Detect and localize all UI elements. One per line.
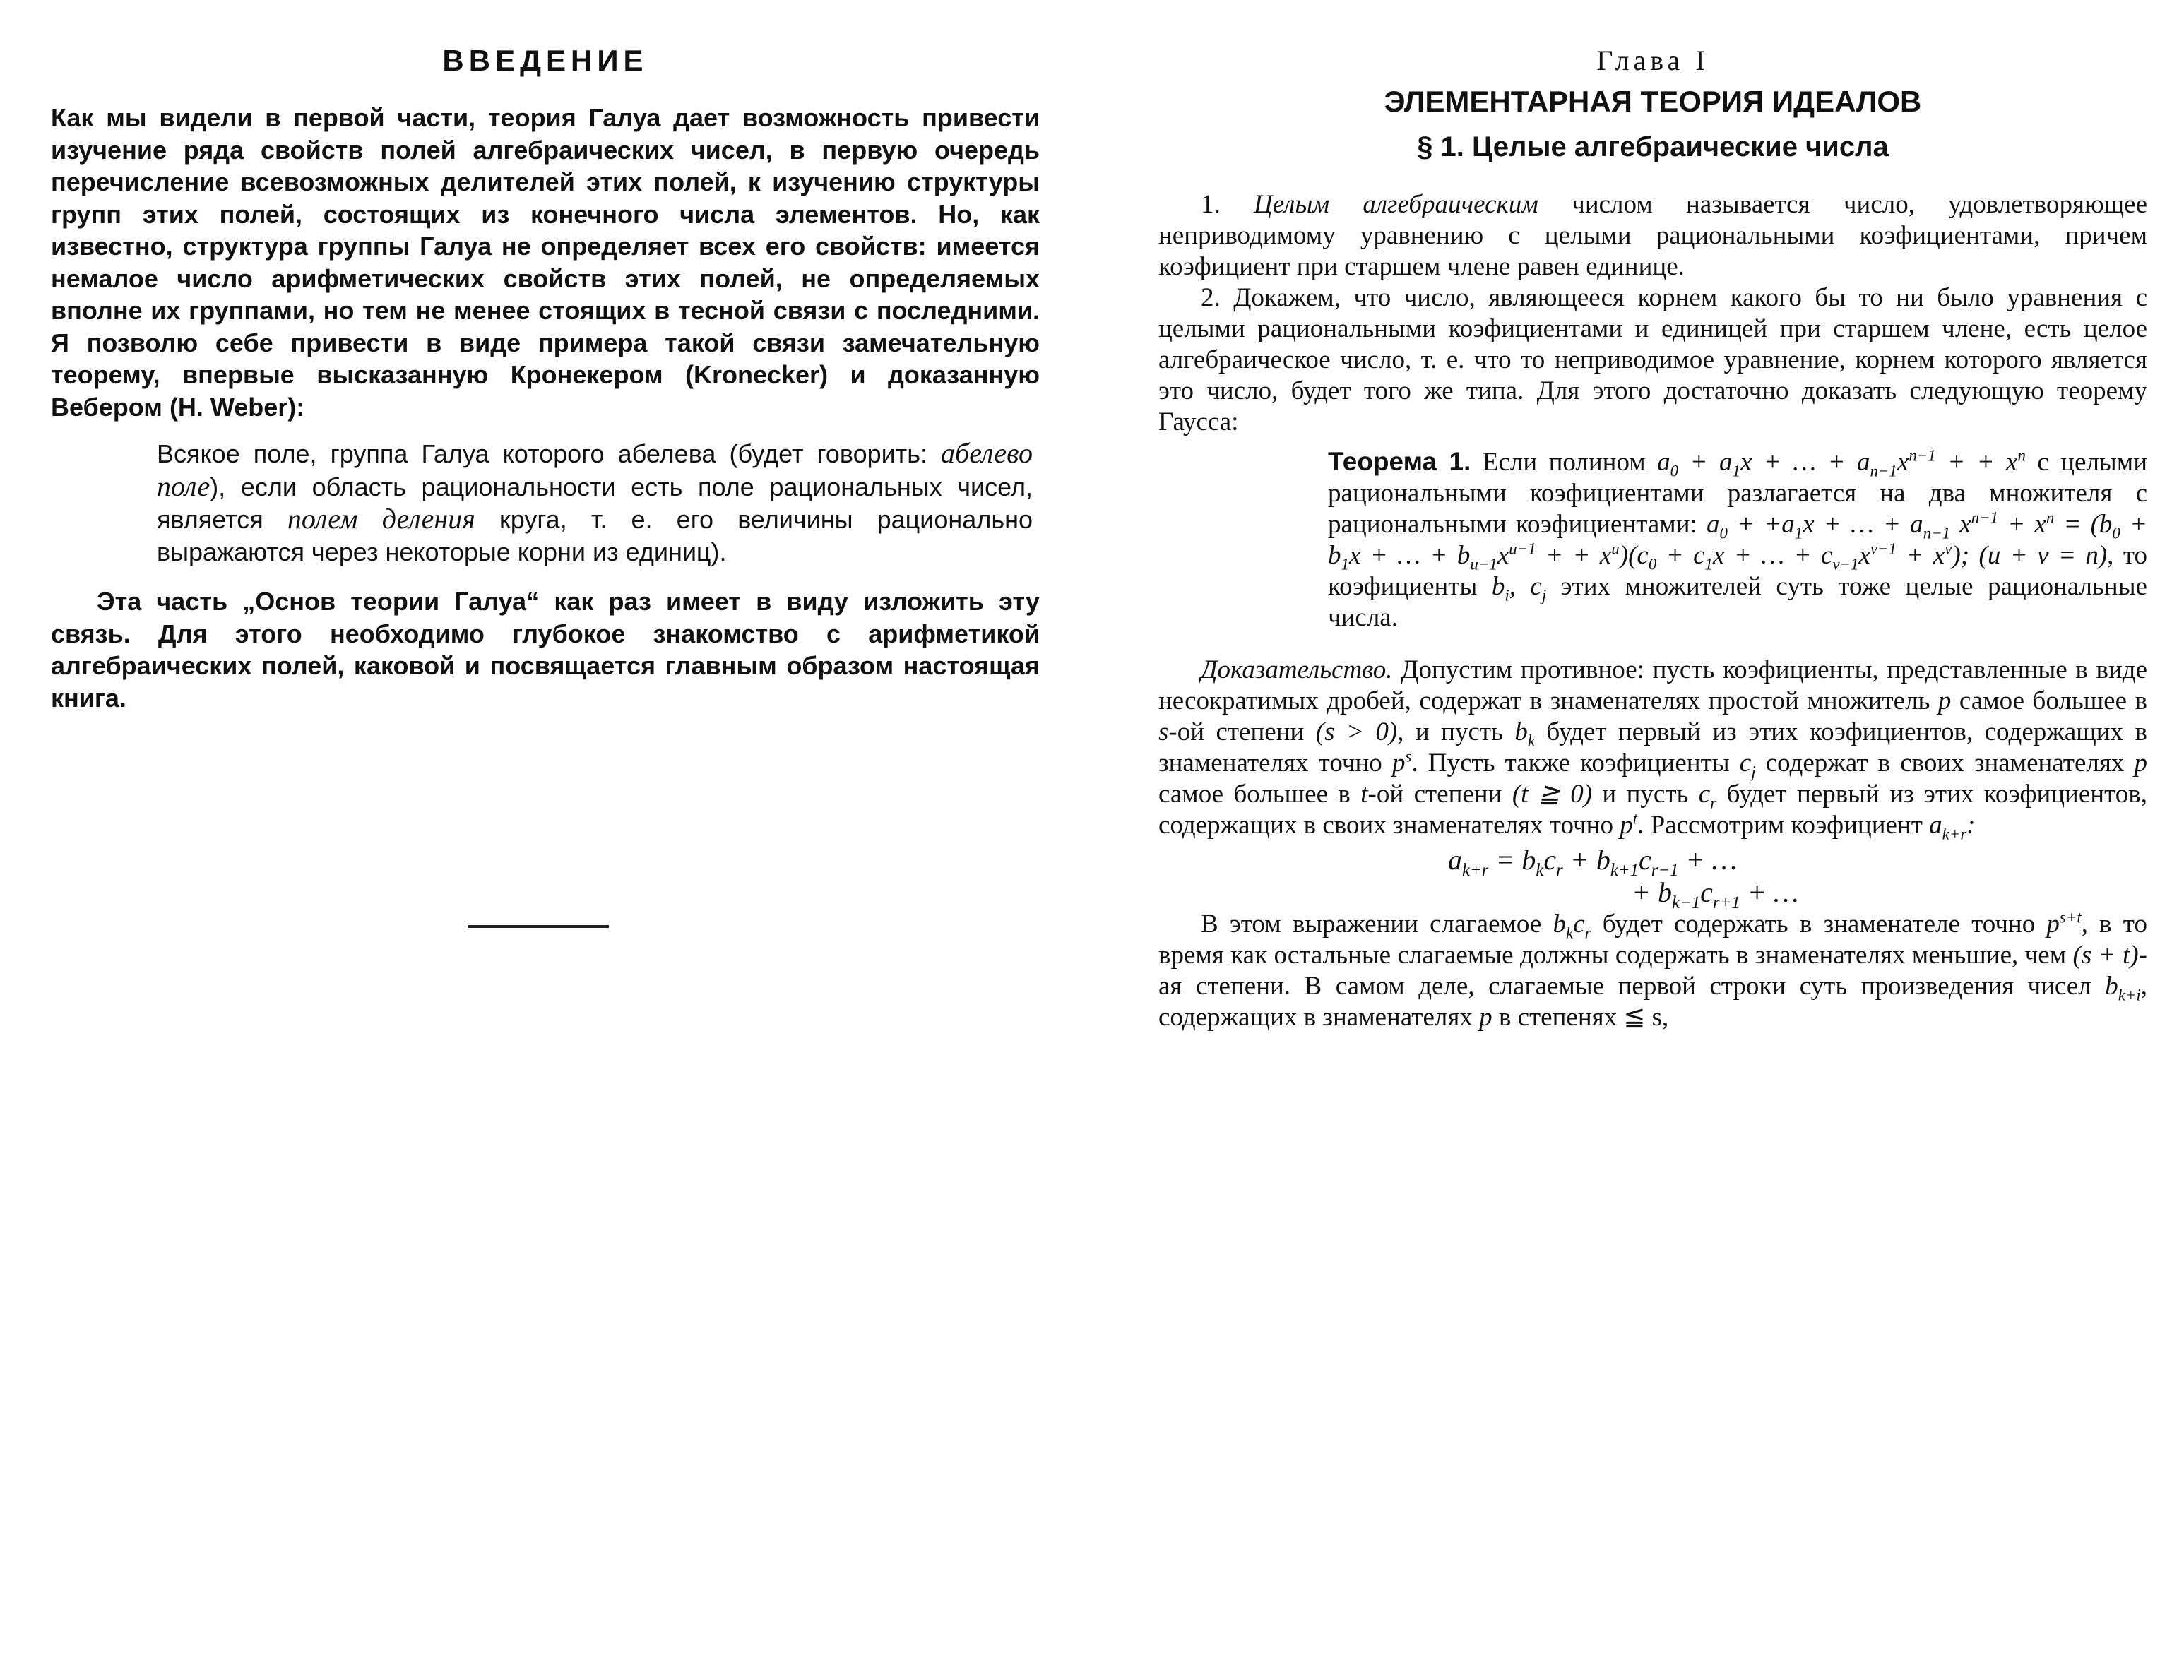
theorem-block <box>1328 446 2147 633</box>
formula-inline: $a_0 + +a_1x$ + … + $a_{n-1}$ $x^{n-1} + x^n = (b_0 + b_1x$ + … + $b_{u-1}x^{u-1}$ + + $x^u)(c_0 + c_1x$ + … + $c_{v-1}x^{v-1} + x^v$); (u + v = n) <box>1328 508 2148 573</box>
proof-text: самое большее в <box>1951 686 2147 715</box>
quote-text: круга, т. е. его величины рационально выражаются через некоторые корни из единиц). <box>157 505 1033 566</box>
final-paragraph <box>1158 909 2147 1033</box>
math-var: (s > 0) <box>1315 717 1398 746</box>
math-var: $b_{k+i}$ <box>2105 972 2141 1004</box>
proof-text: -ой степени <box>1168 717 1316 746</box>
para-text: в степенях ≦ s, <box>1492 1003 1669 1032</box>
math-var: p <box>2134 749 2148 778</box>
math-var: (s + t) <box>2072 941 2139 970</box>
proof-text: , и пусть <box>1397 717 1515 746</box>
para-text: будет содержать в знаменателе точно <box>1591 910 2047 939</box>
theorem-quote <box>157 437 1033 568</box>
quote-emph: полем деления <box>287 503 475 535</box>
proof-text: будет первый из этих коэфициентов, содержащих в своих знаменателях точно <box>1158 780 2147 840</box>
formula-inline: $a_0 + a_1x$ + … + $a_{n-1}x^{n-1}$ + + $x^n$ <box>1657 446 2026 480</box>
math-var: t <box>1360 780 1368 809</box>
math-var: $c_r$ <box>1698 780 1717 812</box>
math-var: p <box>1937 686 1952 715</box>
math-var: s <box>1158 717 1169 746</box>
proof-text: и пусть <box>1592 780 1699 809</box>
math-var: $p^t$ <box>1620 809 1638 840</box>
theorem-text: Если полином <box>1471 448 1658 477</box>
para-num: 1. <box>1201 190 1254 219</box>
math-var: $a_{k+r}$: <box>1929 811 1976 843</box>
closing-paragraph: Эта часть „Основ теории Галуа“ как раз имеет в виду изложить эту связь. Для этого необходимо глубокое знакомство с арифметикой алгебраических полей, каковой и посвящается главным образом настоящая книга. <box>51 587 1040 713</box>
quote-text: ), если область рациональности есть поле рациональных чисел, является <box>157 472 1033 534</box>
chapter-label: Глава I <box>1596 44 1709 76</box>
para-text: числом называется число, удовлетворяющее неприводимому уравнению с целыми рациональными коэфициентами, причем коэфициент при старшем члене равен единице. <box>1158 190 2147 281</box>
theorem-text: этих множителей суть тоже целые рациональные числа. <box>1328 572 2147 632</box>
math-var: $p^{s+t}$ <box>2046 908 2082 939</box>
math-var: $b_k$ <box>1514 717 1536 750</box>
math-var: $p^s$ <box>1391 747 1412 778</box>
proof-text: . Рассмотрим коэфициент <box>1637 811 1930 840</box>
proof-text: содержат в своих знаменателях <box>1755 749 2135 778</box>
proof-text: -ой степени <box>1367 780 1512 809</box>
theorem-text: , то коэфициенты <box>1328 541 2148 601</box>
display-formula <box>1448 844 2013 912</box>
math-var: $b_kc_r$ <box>1553 910 1591 942</box>
para-text: В этом выражении слагаемое <box>1201 910 1553 939</box>
page-heading: ВВЕДЕНИЕ <box>442 44 648 77</box>
intro-paragraph: Как мы видели в первой части, теория Галуа дает возможность привести изучение ряда свойств полей алгебраических чисел, в первую очередь перечисление всевозможных делителей этих полей, к изучению структуры групп этих полей, состоящих из конечного числа элементов. Но, как известно, структура группы Галуа не определяет всех его свойств: имеется немалое число арифметических свойств этих полей, не определяемых вполне их группами, но тем не менее стоящих в тесной связи с последними. Я позволю себе привести в виде примера такой связи замечательную теорему, впервые высказанную Кронекером (Kronecker) и доказанную Вебером (H. Weber): <box>51 103 1040 422</box>
math-var: p <box>1479 1003 1492 1032</box>
chapter-title: ЭЛЕМЕНТАРНАЯ ТЕОРИЯ ИДЕАЛОВ <box>1384 85 1922 118</box>
para-text: , содержащих в знаменателях <box>1158 972 2147 1032</box>
proof-text: Допустим противное: пусть коэфициенты, представленные в виде несократимых дробей, содержат в знаменателях простой множитель <box>1158 655 2147 715</box>
right-page <box>1158 0 2147 1033</box>
proof-text: самое большее в <box>1158 780 1361 809</box>
proof-label: Доказательство. <box>1201 655 1393 684</box>
theorem-text: с целыми рациональными коэфициентами разлагается на два множителя с рациональными коэфициентами: <box>1328 448 2148 539</box>
definition-paragraph <box>1158 189 2147 282</box>
formula-inline: $b_i$, $c_j$ <box>1491 572 1547 604</box>
defined-term: Целым алгебраическим <box>1254 190 1538 219</box>
proof-text: . Пусть также коэфициенты <box>1411 749 1740 778</box>
proof-text: будет первый из этих коэфициентов, содержащих в знаменателях точно <box>1158 717 2147 778</box>
section-title: § 1. Целые алгебраические числа <box>1417 131 1889 162</box>
proof-paragraph <box>1158 655 2147 841</box>
quote-text: Всякое поле, группа Галуа которого абелева (будет говорить: <box>157 439 942 468</box>
gauss-intro-paragraph: 2. Докажем, что число, являющееся корнем какого бы то ни было уравнения с целыми рациональными коэфициентами и единицей при старшем члене, есть целое алгебраическое число, т. е. что то неприводимое уравнение, корнем которого является это число, будет того же типа. Для этого достаточно доказать следующую теорему Гаусса: <box>1158 283 2147 436</box>
end-rule <box>468 925 609 928</box>
theorem-label: Теорема 1. <box>1328 447 1471 476</box>
math-var: (t ≧ 0) <box>1512 780 1593 809</box>
para-text: -ая степени. В самом деле, слагаемые первой строки суть произведения чисел <box>1158 941 2147 1001</box>
quote-emph: абелево поле <box>157 437 1033 502</box>
para-text: , в то время как остальные слагаемые должны содержать в знаменателях меньшие, чем <box>1158 910 2147 970</box>
left-page <box>51 0 1040 714</box>
math-var: $c_j$ <box>1739 749 1756 781</box>
formula-line: $a_{k+r} = b_kc_r + b_{k+1}c_{r-1}$ + … <box>1448 844 1738 880</box>
formula-line: + $b_{k-1}c_{r+1}$ + … <box>1632 876 1799 912</box>
